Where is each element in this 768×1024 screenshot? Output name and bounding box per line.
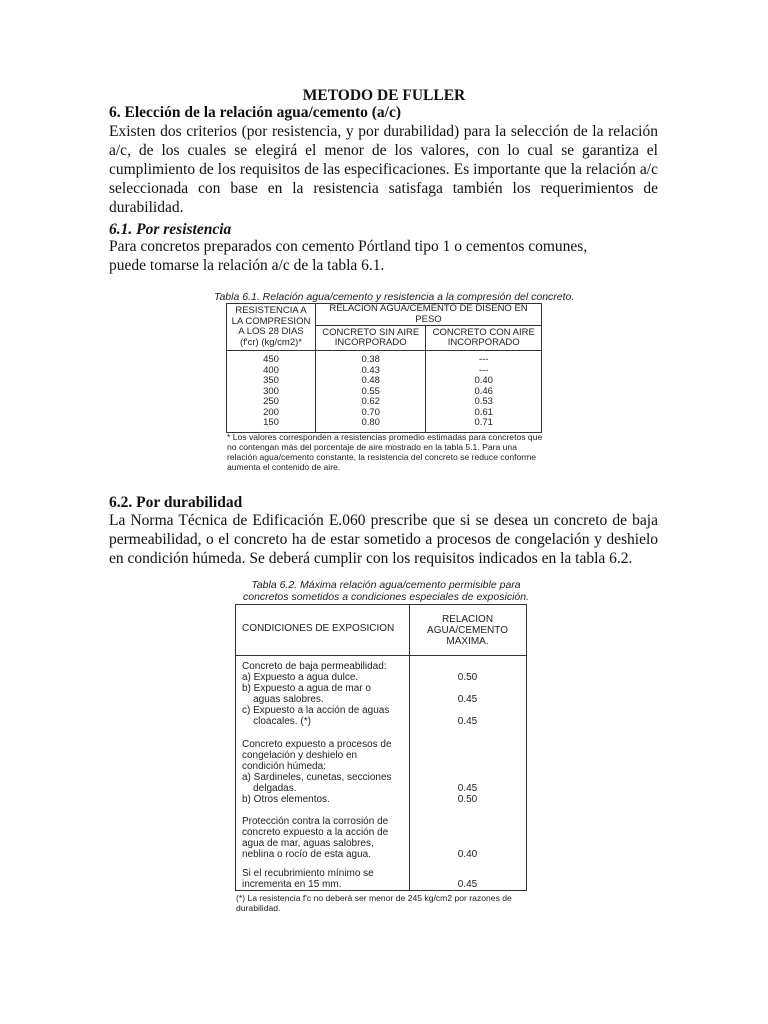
table-6-1-cell-con: 0.40 — [426, 376, 542, 387]
table-6-2-condition-line: Si el recubrimiento mínimo se — [242, 868, 374, 879]
table-6-1-cell-con: --- — [426, 351, 542, 366]
table-6-1-cell-con: 0.71 — [426, 418, 542, 432]
table-6-2-condition-line: Concreto de baja permeabilidad: — [242, 661, 387, 672]
table-6-2-col-ratio-header: RELACION AGUA/CEMENTO MAXIMA. — [427, 614, 508, 647]
section-6-paragraph: Existen dos criterios (por resistencia, y por durabilidad) para la selección de la relación a/c, de los cuales se elegirá el menor de los valores, con lo cual se garantiza el cumplimiento de los requisitos de las especificaciones. Es importante que la relación a/c seleccionada con base en la resistencia satisfaga también los requerimientos de durabilidad. — [109, 123, 658, 216]
table-6-2-caption — [236, 580, 536, 603]
table-row — [227, 376, 542, 387]
table-6-1-cell-sin: 0.38 — [316, 351, 426, 366]
table-6-1-group-header: RELACION AGUA/CEMENTO DE DISEÑO EN PESO — [316, 304, 542, 326]
page-title: METODO DE FULLER — [302, 87, 466, 104]
table-6-1-cell-sin: 0.43 — [316, 366, 426, 377]
table-6-2-ratio-value: 0.50 — [457, 672, 478, 683]
table-6-2-condition-line: incrementa en 15 mm. — [242, 879, 342, 890]
table-6-1-cell-res: 200 — [227, 408, 316, 419]
table-6-2-caption-line-1: Tabla 6.2. Máxima relación agua/cemento permisible para — [251, 579, 521, 591]
table-6-1-cell-sin: 0.55 — [316, 387, 426, 398]
table-6-2-condition-line: condición húmeda: — [242, 761, 326, 772]
table-6-1-cell-sin: 0.70 — [316, 408, 426, 419]
table-6-2-ratio-value: 0.45 — [457, 694, 478, 705]
table-6-1-cell-con: 0.46 — [426, 387, 542, 398]
table-6-1-cell-sin: 0.80 — [316, 418, 426, 432]
table-6-2-ratio-value: 0.45 — [457, 879, 478, 890]
table-6-2-condition-line: Concreto expuesto a procesos de — [242, 739, 392, 750]
table-6-2-condition-line: a) Sardineles, cunetas, secciones — [242, 772, 392, 783]
table-6-2-ratio-value: 0.40 — [457, 849, 478, 860]
table-6-2-ratio-value: 0.45 — [457, 783, 478, 794]
section-6-1-line-1: Para concretos preparados con cemento Pórtland tipo 1 o cementos comunes, — [109, 238, 588, 255]
table-6-1-col-sin-aire-header: CONCRETO SIN AIRE INCORPORADO — [316, 326, 426, 351]
table-6-2-condition-line: concreto expuesto a la acción de — [242, 827, 389, 838]
table-6-1-note: * Los valores corresponden a resistencias promedio estimadas para concretos que no contengan más del porcentaje de aire mostrado en la tabla 5.1. Para una relación agua/cemento constante, la resistencia del concreto se reduce conforme aumenta el contenido de aire. — [227, 432, 543, 472]
table-6-2-note: (*) La resistencia f'c no deberá ser menor de 245 kg/cm2 por razones de durabilidad. — [236, 893, 512, 913]
table-6-2-condition-line: b) Expuesto a agua de mar o — [242, 683, 371, 694]
table-6-2-condition-line: delgadas. — [242, 783, 297, 794]
table-6-2-condition-line: a) Expuesto a agua dulce. — [242, 672, 359, 683]
section-6-1-paragraph — [109, 237, 669, 275]
table-6-2 — [235, 604, 527, 891]
table-6-1-cell-res: 300 — [227, 387, 316, 398]
table-6-2-condition-line: Protección contra la corrosión de — [242, 816, 389, 827]
table-6-1-cell-con: 0.53 — [426, 397, 542, 408]
table-6-1-col-con-aire-header: CONCRETO CON AIRE INCORPORADO — [426, 326, 542, 351]
table-6-1-cell-sin: 0.62 — [316, 397, 426, 408]
table-6-1-cell-res: 350 — [227, 376, 316, 387]
section-6-2-heading: 6.2. Por durabilidad — [109, 494, 243, 511]
table-6-1-col-resistance-header: RESISTENCIA A LA COMPRESION A LOS 28 DIAS (f'cr) (kg/cm2)* — [227, 304, 316, 351]
table-6-1 — [226, 303, 542, 433]
table-6-2-condition-line: neblina o rocío de esta agua. — [242, 849, 371, 860]
table-6-1-cell-con: 0.61 — [426, 408, 542, 419]
table-6-1-cell-res: 250 — [227, 397, 316, 408]
table-6-1-cell-con: --- — [426, 366, 542, 377]
table-6-2-condition-line: agua de mar, aguas salobres, — [242, 838, 374, 849]
table-6-1-caption: Tabla 6.1. Relación agua/cemento y resistencia a la compresión del concreto. — [214, 291, 575, 303]
table-6-2-ratio-value: 0.50 — [457, 794, 478, 805]
table-6-1-cell-sin: 0.48 — [316, 376, 426, 387]
table-6-1-cell-res: 150 — [227, 418, 316, 432]
table-6-2-caption-line-2: concretos sometidos a condiciones especiales de exposición. — [243, 590, 529, 603]
table-6-2-condition-line: congelación y deshielo en — [242, 750, 358, 761]
table-6-2-condition-line: b) Otros elementos. — [242, 794, 330, 805]
table-6-2-condition-line: c) Expuesto a la acción de aguas — [242, 705, 390, 716]
section-6-1-line-2: puede tomarse la relación a/c de la tabla 6.1. — [109, 257, 385, 274]
table-6-2-divider — [409, 605, 410, 890]
table-6-1-cell-res: 400 — [227, 366, 316, 377]
table-6-2-condition-line: cloacales. (*) — [242, 716, 311, 727]
section-6-heading: 6. Elección de la relación agua/cemento (a/c) — [109, 104, 402, 121]
table-6-2-col-conditions-header: CONDICIONES DE EXPOSICION — [242, 623, 395, 634]
table-6-2-header-divider — [236, 655, 526, 656]
section-6-2-paragraph: La Norma Técnica de Edificación E.060 prescribe que si se desea un concreto de baja permeabilidad, o el concreto ha de estar sometido a procesos de congelación y deshielo en condición húmeda. Se deberá cumplir con los requisitos indicados en la tabla 6.2. — [109, 512, 658, 567]
table-6-1-cell-res: 450 — [227, 351, 316, 366]
table-row — [227, 397, 542, 408]
section-6-1-heading: 6.1. Por resistencia — [109, 221, 232, 238]
table-row — [227, 351, 542, 366]
table-row — [227, 418, 542, 432]
table-6-2-ratio-value: 0.45 — [457, 716, 478, 727]
table-6-2-condition-line: aguas salobres. — [242, 694, 324, 705]
